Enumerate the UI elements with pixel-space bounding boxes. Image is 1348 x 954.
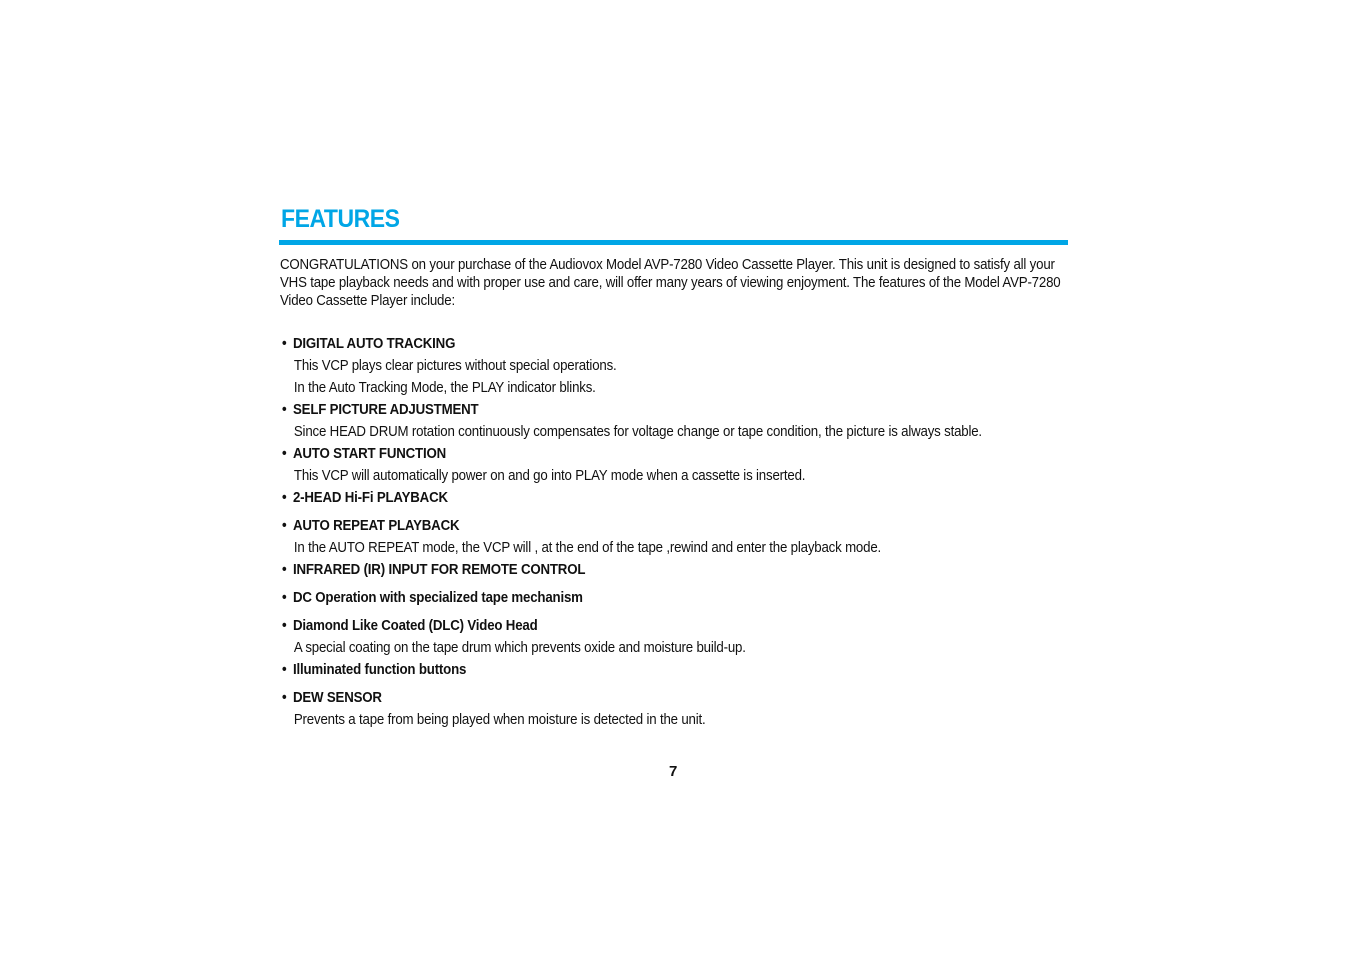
manual-page (280, 0, 1070, 954)
page-number: 7 (669, 763, 678, 780)
bullet-icon: • (282, 562, 287, 578)
feature-heading: • SELF PICTURE ADJUSTMENT (282, 399, 1069, 421)
feature-heading: • Diamond Like Coated (DLC) Video Head (282, 615, 1069, 637)
feature-heading: • DIGITAL AUTO TRACKING (282, 333, 1069, 355)
feature-item (282, 587, 1069, 609)
feature-item (282, 559, 1069, 581)
bullet-icon: • (282, 690, 287, 706)
bullet-icon: • (282, 618, 287, 634)
feature-heading: • AUTO REPEAT PLAYBACK (282, 515, 1069, 537)
feature-heading: • Illuminated function buttons (282, 659, 1069, 681)
feature-item (282, 399, 1069, 443)
bullet-icon: • (282, 590, 287, 606)
feature-item (282, 659, 1069, 681)
feature-description: In the Auto Tracking Mode, the PLAY indicator blinks. (293, 380, 596, 396)
feature-item (282, 515, 1069, 559)
feature-list (282, 333, 1069, 731)
feature-description: This VCP will automatically power on and go into PLAY mode when a cassette is inserted. (293, 468, 806, 484)
feature-heading: • AUTO START FUNCTION (282, 443, 1069, 465)
bullet-icon: • (282, 662, 287, 678)
bullet-icon: • (282, 518, 287, 534)
bullet-icon: • (282, 490, 287, 506)
feature-description: In the AUTO REPEAT mode, the VCP will , at the end of the tape ,rewind and enter the playback mode. (293, 540, 882, 556)
feature-item (282, 687, 1069, 731)
feature-heading: • DC Operation with specialized tape mechanism (282, 587, 1069, 609)
page-title: FEATURES (281, 205, 400, 233)
intro-paragraph: CONGRATULATIONS on your purchase of the Audiovox Model AVP-7280 Video Cassette Player. This unit is designed to satisfy all your VHS tape playback needs and with proper use and care, will offer many years of viewing enjoyment. The features of the Model AVP-7280 Video Cassette Player include: (280, 257, 1061, 309)
feature-heading: • INFRARED (IR) INPUT FOR REMOTE CONTROL (282, 559, 1069, 581)
bullet-icon: • (282, 402, 287, 418)
feature-description: Since HEAD DRUM rotation continuously compensates for voltage change or tape condition, the picture is always stable. (293, 424, 982, 440)
feature-heading: • 2-HEAD Hi-Fi PLAYBACK (282, 487, 1069, 509)
feature-description: This VCP plays clear pictures without special operations. (293, 358, 617, 374)
title-rule (279, 240, 1068, 245)
feature-description: A special coating on the tape drum which prevents oxide and moisture build-up. (293, 640, 746, 656)
bullet-icon: • (282, 336, 287, 352)
bullet-icon: • (282, 446, 287, 462)
feature-item (282, 443, 1069, 487)
feature-item (282, 333, 1069, 399)
feature-item (282, 615, 1069, 659)
feature-heading: • DEW SENSOR (282, 687, 1069, 709)
feature-description: Prevents a tape from being played when moisture is detected in the unit. (293, 712, 706, 728)
feature-item (282, 487, 1069, 509)
